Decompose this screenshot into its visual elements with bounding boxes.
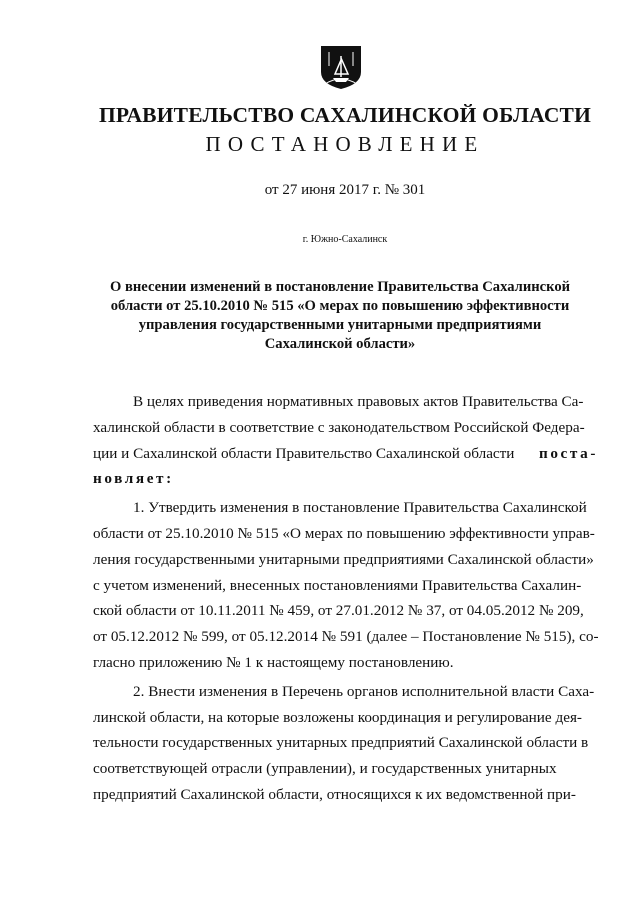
- subject-line: Сахалинской области»: [264, 336, 416, 352]
- text-line: тельности государственных унитарных предприятий Сахалинской области в: [93, 734, 589, 752]
- text-line: 2. Внести изменения в Перечень органов исполнительной власти Саха-: [133, 682, 595, 700]
- text-line: области от 25.10.2010 № 515 «О мерах по повышению эффективности управ-: [93, 524, 595, 542]
- city: г. Южно-Сахалинск: [302, 234, 388, 245]
- document-type: ПОСТАНОВЛЕНИЕ: [205, 132, 485, 156]
- decree-keyword: новляет:: [93, 470, 174, 488]
- document-subject: [110, 278, 570, 354]
- text-line: ления государственными унитарными предприятиями Сахалинской области»: [93, 550, 594, 568]
- paragraph-preamble: [93, 389, 598, 492]
- text-line: соответствующей отрасли (управлении), и государственных унитарных: [93, 760, 557, 778]
- text-line: халинской области в соответствие с законодательством Российской Федера-: [93, 418, 585, 436]
- subject-line: управления государственными унитарными предприятиями: [138, 317, 542, 333]
- text-line: предприятий Сахалинской области, относящихся к их ведомственной при-: [93, 785, 576, 803]
- date-and-number: от 27 июня 2017 г. № 301: [264, 182, 426, 198]
- text-line: от 05.12.2012 № 599, от 05.12.2014 № 591 (далее – Постановление № 515), со-: [93, 628, 599, 646]
- text-line: с учетом изменений, внесенных постановлениями Правительства Сахалин-: [93, 576, 582, 594]
- coat-of-arms-icon: [319, 44, 363, 90]
- subject-line: области от 25.10.2010 № 515 «О мерах по повышению эффективности: [110, 298, 570, 314]
- paragraph-item-2: [93, 679, 598, 808]
- text-line: 1. Утвердить изменения в постановление Правительства Сахалинской: [133, 499, 587, 517]
- text-line: гласно приложению № 1 к настоящему постановлению.: [93, 653, 454, 671]
- document-body: [93, 389, 598, 808]
- text-line: ской области от 10.11.2011 № 459, от 27.01.2012 № 37, от 04.05.2012 № 209,: [93, 602, 584, 620]
- subject-line: О внесении изменений в постановление Правительства Сахалинской: [110, 279, 571, 295]
- paragraph-item-1: [93, 495, 598, 676]
- text-line: линской области, на которые возложены координация и регулирование дея-: [93, 708, 582, 726]
- decree-keyword: поста-: [539, 444, 598, 462]
- text-line: В целях приведения нормативных правовых актов Правительства Са-: [133, 393, 584, 410]
- text-line: [93, 466, 598, 492]
- text-line: ции и Сахалинской области Правительство Сахалинской области поста-: [93, 441, 598, 467]
- government-title: ПРАВИТЕЛЬСТВО САХАЛИНСКОЙ ОБЛАСТИ: [98, 103, 592, 127]
